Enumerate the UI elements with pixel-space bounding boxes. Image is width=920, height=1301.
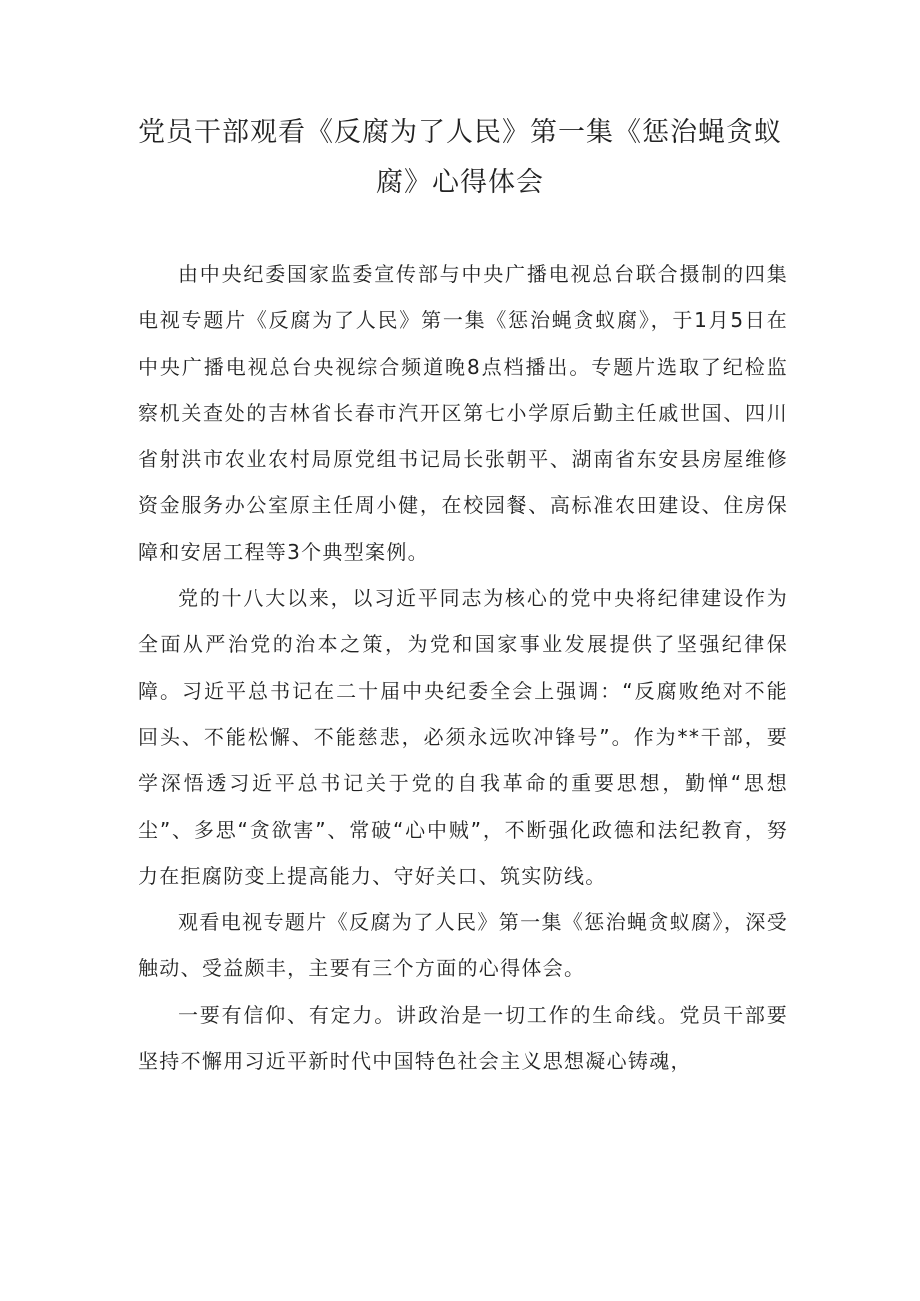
paragraph-discipline: 党的十八大以来，以习近平同志为核心的党中央将纪律建设作为全面从严治党的治本之策，为党和国家事业发展提供了坚强纪律保障。习近平总书记在二十届中央纪委全会上强调：“反腐败绝对不能回头、不能松懈、不能慈悲，必须永远吹冲锋号”。作为**干部，要学深悟透习近平总书记关于党的自我革命的重要思想，勤惮“思想尘”、多思“贪欲害”、常破“心中贼”，不断强化政德和法纪教育，努力在拒腐防变上提高能力、守好关口、筑实防线。: [138, 586, 788, 888]
document-title-line-2: 腐》心得体会: [376, 167, 544, 198]
document-body: [138, 251, 788, 1084]
document-title: [110, 108, 810, 208]
paragraph-point-one: 一要有信仰、有定力。讲政治是一切工作的生命线。党员干部要坚持不懈用习近平新时代中国特色社会主义思想凝心铸魂，: [138, 1002, 788, 1074]
paragraph-intro: 由中央纪委国家监委宣传部与中央广播电视总台联合摄制的四集电视专题片《反腐为了人民》第一集《惩治蝇贪蚁腐》，于1月5日在中央广播电视总台央视综合频道晚8点档播出。专题片选取了纪检监察机关查处的吉林省长春市汽开区第七小学原后勤主任戚世国、四川省射洪市农业农村局原党组书记局长张朝平、湖南省东安县房屋维修资金服务办公室原主任周小健，在校园餐、高标准农田建设、住房保障和安居工程等3个典型案例。: [138, 262, 788, 564]
document-title-line-1: 党员干部观看《反腐为了人民》第一集《惩治蝇贪蚁: [138, 117, 782, 148]
paragraph-reflection: 观看电视专题片《反腐为了人民》第一集《惩治蝇贪蚁腐》，深受触动、受益颇丰，主要有三个方面的心得体会。: [138, 910, 788, 981]
